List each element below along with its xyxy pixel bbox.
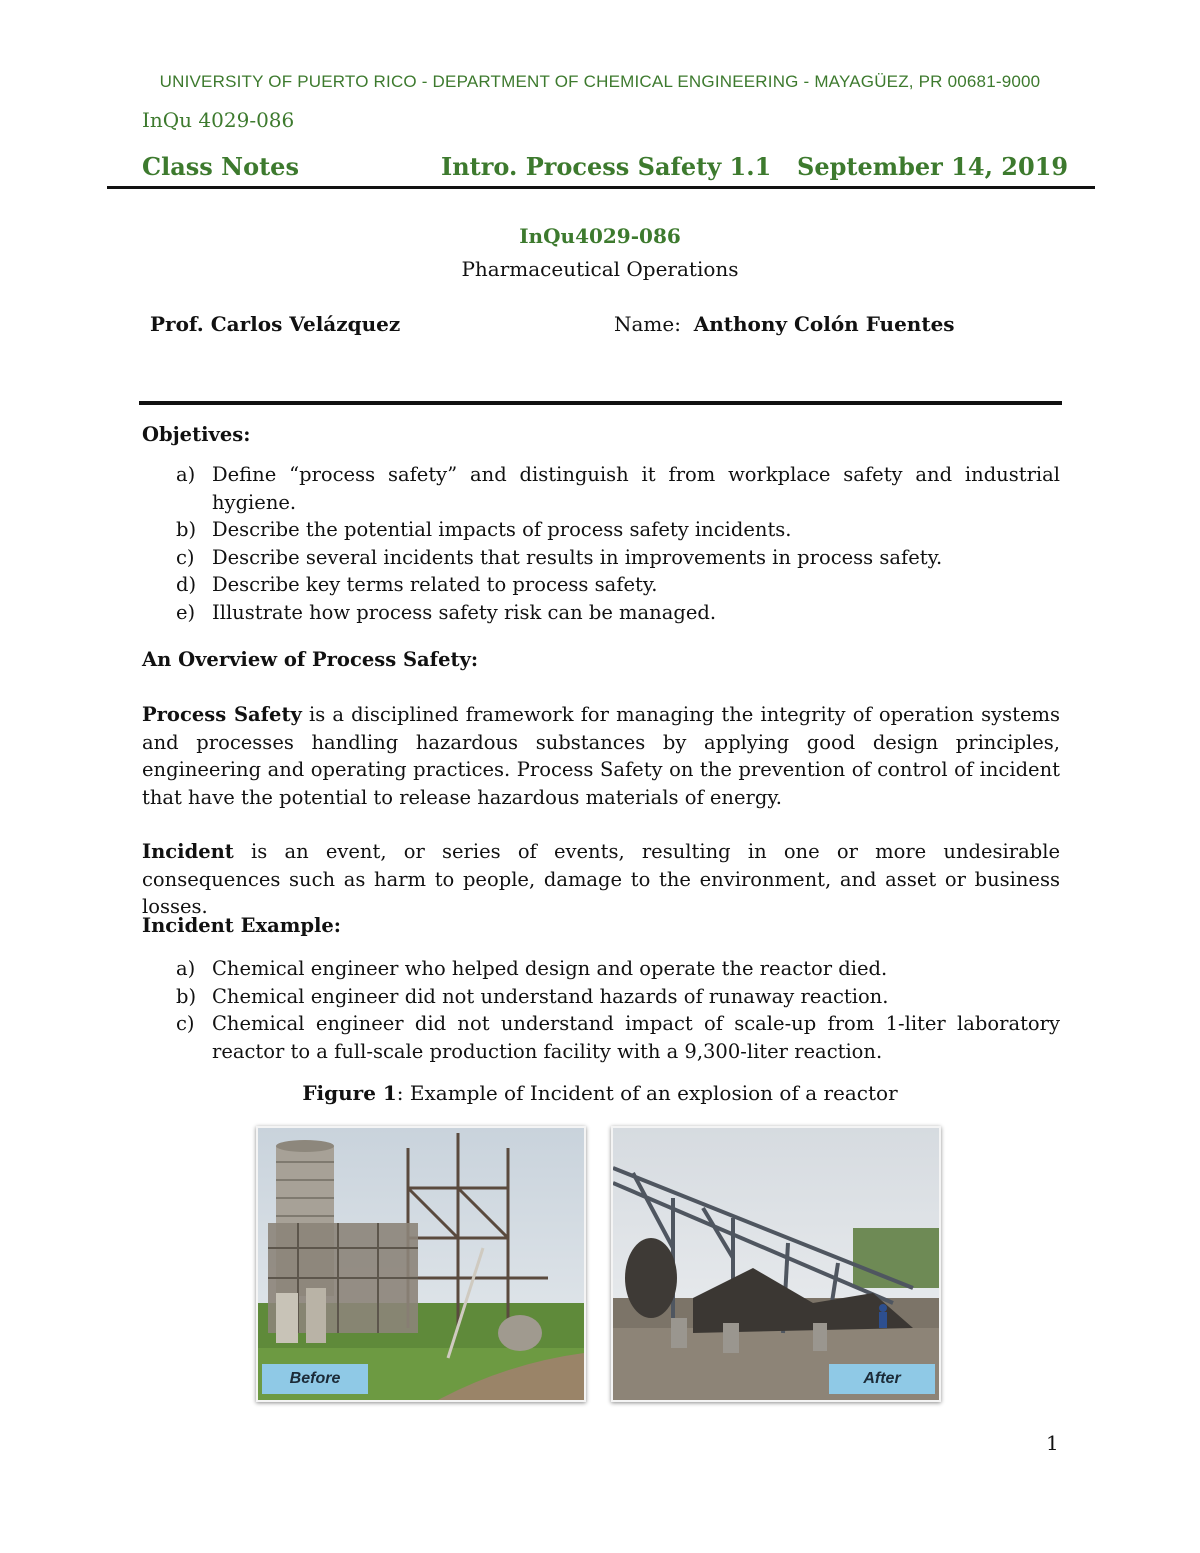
objectives-list xyxy=(142,461,1060,626)
incident-paragraph: Incident is an event, or series of events, resulting in one or more undesirable consequences such as harm to people, damage to the environment, and asset or business losses. xyxy=(142,840,1060,918)
figure-caption: Figure 1: Example of Incident of an explosion of a reactor xyxy=(302,1081,898,1105)
name-value: Anthony Colón Fuentes xyxy=(693,312,955,336)
section-divider xyxy=(139,401,1062,405)
before-plant-illustration xyxy=(258,1128,584,1400)
after-photo xyxy=(611,1126,941,1402)
incident-example-list xyxy=(142,955,1060,1065)
list-item: a) Define “process safety” and distinguish it from workplace safety and industrial hygiene. xyxy=(176,463,1060,514)
overview-heading: An Overview of Process Safety: xyxy=(142,648,479,671)
page-number: 1 xyxy=(1046,1431,1059,1455)
list-item: b) Chemical engineer did not understand hazards of runaway reaction. xyxy=(176,984,889,1008)
process-safety-term: Process Safety xyxy=(142,703,302,726)
name-label: Name: xyxy=(614,312,681,336)
course-code-centered: InQu4029-086 xyxy=(519,224,681,248)
class-notes-title: Class Notes xyxy=(142,152,299,181)
course-name: Pharmaceutical Operations xyxy=(461,257,739,281)
process-safety-paragraph: Process Safety is a disciplined framework for managing the integrity of operation systems and processes handling hazardous substances by applying good design principles, engineering and operating practices. Process Safety on the prevention of control of incident that have the potential to release hazardous materials of energy. xyxy=(142,703,1060,809)
after-plant-illustration xyxy=(613,1128,939,1400)
before-photo xyxy=(256,1126,586,1402)
list-item: c) Chemical engineer did not understand impact of scale-up from 1-liter laboratory reactor to a full-scale production facility with a 9,300-liter reaction. xyxy=(176,1012,1060,1063)
professor-name: Prof. Carlos Velázquez xyxy=(150,312,401,336)
list-item: a) Chemical engineer who helped design and operate the reactor died. xyxy=(176,957,888,980)
figure-label: Figure 1 xyxy=(302,1081,397,1105)
list-item: e) Illustrate how process safety risk can be managed. xyxy=(176,600,717,624)
after-label: After xyxy=(829,1364,935,1394)
header-divider xyxy=(107,186,1095,189)
list-item: c) Describe several incidents that results in improvements in process safety. xyxy=(176,545,943,569)
before-label: Before xyxy=(262,1364,368,1394)
incident-term: Incident xyxy=(142,840,234,863)
objectives-heading: Objetives: xyxy=(142,423,251,446)
student-name xyxy=(614,312,955,336)
university-header: UNIVERSITY OF PUERTO RICO - DEPARTMENT OF CHEMICAL ENGINEERING - MAYAGÜEZ, PR 00681-9000 xyxy=(159,72,1041,91)
date: September 14, 2019 xyxy=(797,152,1069,181)
incident-example-heading: Incident Example: xyxy=(142,914,341,937)
topic-title: Intro. Process Safety 1.1 xyxy=(441,152,772,181)
list-item: b) Describe the potential impacts of process safety incidents. xyxy=(176,518,792,541)
course-code: InQu 4029-086 xyxy=(142,108,295,132)
list-item: d) Describe key terms related to process safety. xyxy=(176,573,658,596)
